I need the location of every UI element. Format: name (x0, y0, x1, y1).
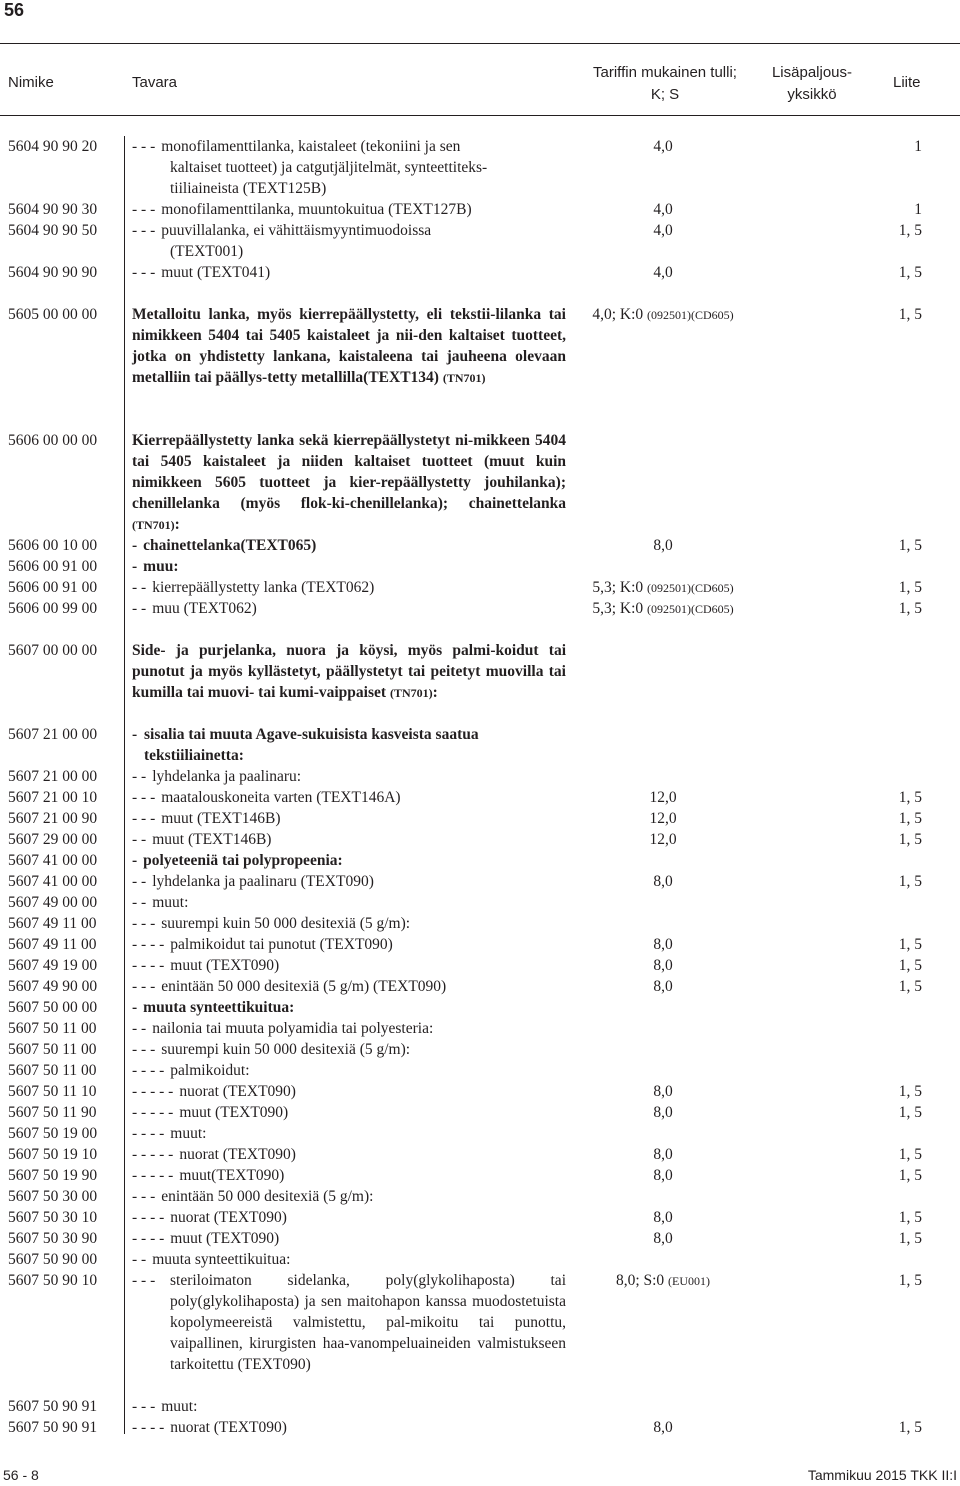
liite-cell: 1, 5 (898, 873, 922, 890)
tariff-rate: 8,0 (653, 1419, 673, 1436)
description-line: tiiliaineista (TEXT125B) (170, 180, 327, 197)
tariff-note: (092501)(CD605) (647, 308, 734, 322)
tariff-cell (570, 535, 756, 556)
description (132, 136, 566, 157)
indent-dash: - - - - - (132, 1104, 174, 1121)
tariff-cell (570, 1228, 756, 1249)
tariff-rate: 8,0 (653, 873, 673, 890)
item-code: 5605 00 00 00 (8, 306, 98, 323)
description: - - - maatalouskoneita varten (TEXT146A) (132, 789, 401, 806)
tariff-cell (570, 136, 756, 157)
indent-dash: - (132, 537, 138, 554)
indent-dash: - - - - - (132, 1146, 174, 1163)
indent-dash: - - - (132, 222, 156, 239)
description-line: muut (TEXT041) (161, 264, 271, 281)
description: - - muut: (132, 894, 189, 911)
description: - - muuta synteettikuitua: (132, 1251, 291, 1268)
item-code: 5607 49 11 00 (8, 936, 97, 953)
indent-dash: - (132, 726, 138, 743)
indent-dash: - - (132, 600, 147, 617)
item-code: 5604 90 90 20 (8, 138, 98, 155)
liite-cell: 1, 5 (898, 264, 922, 281)
item-code: 5607 50 30 00 (8, 1188, 98, 1205)
column-header-nimike: Nimike (8, 74, 54, 91)
heading-5605: Metalloitu lanka, myös kierrepäällystetty, eli tekstii-lilanka tai nimikkeen 5404 tai 5405 kaistaleet ja nii-den kaltaiset tuotteet, jotka on yhdistetty lankana, kaistaleena tai jauheena olevaan metalliin tai päällys-tetty metallilla(TEXT134) (TN701) (132, 306, 566, 386)
description: - - - suurempi kuin 50 000 desitexiä (5 g/m): (132, 915, 411, 932)
indent-dash: - - - (132, 138, 156, 155)
item-code: 5607 50 11 00 (8, 1020, 97, 1037)
tariff-rate: 4,0 (653, 222, 673, 239)
indent-dash: - - - (132, 789, 156, 806)
indent-dash: - - (132, 768, 147, 785)
description: - chainettelanka(TEXT065) (132, 537, 317, 554)
column-header-tariff: Tariffin mukainen tulli; K; S (593, 64, 737, 103)
description: - - - enintään 50 000 desitexiä (5 g/m): (132, 1188, 374, 1205)
description-line: puuvillalanka, ei vähittäismyyntimuodoissa (161, 222, 432, 239)
liite-cell: 1, 5 (898, 1104, 922, 1121)
indent-dash: - - (132, 831, 147, 848)
tariff-rate: 4,0; K:0 (592, 306, 644, 323)
item-code: 5607 41 00 00 (8, 852, 98, 869)
description: - - muut (TEXT146B) (132, 831, 272, 848)
liite-cell: 1, 5 (898, 600, 922, 617)
item-code: 5607 50 30 10 (8, 1209, 98, 1226)
indent-dash: - - - (132, 264, 156, 281)
indent-dash: - - - (132, 201, 156, 218)
tariff-cell (570, 1081, 756, 1102)
tariff-cell (570, 1144, 756, 1165)
tariff-rate: 8,0 (653, 1230, 673, 1247)
description: - - - - nuorat (TEXT090) (132, 1419, 287, 1436)
description: - - - muut (TEXT146B) (132, 810, 281, 827)
description-line: kaltaiset tuotteet) ja catgutjäljitelmät, synteettiteks- (170, 159, 488, 176)
item-code: 5606 00 00 00 (8, 432, 98, 449)
indent-dash: - - - (132, 810, 156, 827)
tariff-rate: 4,0 (653, 264, 673, 281)
tariff-rate: 8,0 (653, 1146, 673, 1163)
liite-cell: 1, 5 (898, 1230, 922, 1247)
indent-dash: - (132, 999, 138, 1016)
tariff-rate: 8,0 (653, 1104, 673, 1121)
description: - - lyhdelanka ja paalinaru: (132, 768, 302, 785)
liite-cell: 1, 5 (898, 789, 922, 806)
liite-cell: 1, 5 (898, 1146, 922, 1163)
description: - - - - muut (TEXT090) (132, 957, 280, 974)
tariff-rate: 8,0 (653, 1083, 673, 1100)
indent-dash: - - - (132, 978, 156, 995)
column-divider (124, 136, 125, 1434)
tariff-cell (570, 808, 756, 829)
description: - - lyhdelanka ja paalinaru (TEXT090) (132, 873, 374, 890)
item-code: 5604 90 90 30 (8, 201, 98, 218)
tariff-cell (570, 1207, 756, 1228)
indent-dash: - - - (132, 1272, 156, 1289)
tariff-note: (092501)(CD605) (647, 602, 734, 616)
indent-dash: - - (132, 894, 147, 911)
item-code: 5607 50 90 91 (8, 1398, 98, 1415)
indent-dash: - (132, 558, 138, 575)
description: - - - - palmikoidut: (132, 1062, 250, 1079)
indent-dash: - - - (132, 1041, 156, 1058)
tariff-cell (570, 220, 756, 241)
page-number: 56 (4, 0, 25, 20)
item-code: 5607 49 19 00 (8, 957, 98, 974)
tariff-cell (570, 955, 756, 976)
liite-cell: 1, 5 (898, 810, 922, 827)
item-code: 5606 00 91 00 (8, 558, 98, 575)
tariff-cell (570, 199, 756, 220)
item-code: 5607 29 00 00 (8, 831, 98, 848)
item-code: 5607 21 00 90 (8, 810, 98, 827)
description: steriloimaton sidelanka, poly(glykolihaposta) tai poly(glykolihaposta) ja sen maitohapon kanssa muodostetuista kopolymeereistä valmistettu, pal-mikoitu tai punottu, vaipallinen, kirurgisten haa-vanompeluaineiden valmistukseen tarkoitettu (TEXT090) (170, 1272, 566, 1373)
tariff-rate: 8,0 (653, 1167, 673, 1184)
item-code: 5606 00 91 00 (8, 579, 98, 596)
item-code: 5606 00 10 00 (8, 537, 98, 554)
tariff-cell (570, 1417, 756, 1438)
item-code: 5607 50 11 90 (8, 1104, 97, 1121)
header-bottom-rule (0, 115, 960, 116)
item-code: 5607 50 00 00 (8, 999, 98, 1016)
item-code: 5607 21 00 00 (8, 726, 98, 743)
indent-dash: - - (132, 1020, 147, 1037)
item-code: 5604 90 90 50 (8, 222, 98, 239)
tariff-rate: 8,0 (653, 1209, 673, 1226)
description: - muu: (132, 558, 179, 575)
indent-dash: - - - - (132, 1419, 165, 1436)
description: - - kierrepäällystetty lanka (TEXT062) (132, 579, 375, 596)
indent-dash: - - - - (132, 1062, 165, 1079)
tariff-cell (570, 598, 756, 620)
item-code: 5607 50 11 10 (8, 1083, 97, 1100)
indent-dash: - (132, 852, 138, 869)
indent-dash: - - (132, 873, 147, 890)
footer-edition: Tammikuu 2015 TKK II:I (807, 1467, 957, 1483)
liite-cell: 1, 5 (898, 1083, 922, 1100)
item-code: 5607 50 11 00 (8, 1062, 97, 1079)
item-code: 5607 50 19 10 (8, 1146, 98, 1163)
description (132, 199, 566, 220)
tariff-rate: 12,0 (649, 789, 677, 806)
tariff-cell (570, 1270, 756, 1292)
description: - - - suurempi kuin 50 000 desitexiä (5 g/m): (132, 1041, 411, 1058)
column-header-tavara: Tavara (132, 74, 178, 91)
description: - - nailonia tai muuta polyamidia tai polyesteria: (132, 1020, 434, 1037)
item-code: 5607 50 11 00 (8, 1041, 97, 1058)
column-header-liite: Liite (893, 74, 921, 91)
description-line: (TEXT001) (170, 243, 244, 260)
tariff-rate: 8,0 (653, 978, 673, 995)
footer-page-ref: 56 - 8 (3, 1467, 39, 1483)
indent-dash: - - - (132, 1398, 156, 1415)
liite-cell: 1 (914, 201, 922, 218)
tn-note: (TN701) (389, 686, 433, 700)
description: - - - - - nuorat (TEXT090) (132, 1083, 296, 1100)
header-top-rule (0, 43, 960, 44)
description: - - - - muut (TEXT090) (132, 1230, 280, 1247)
description-line: monofilamenttilanka, muuntokuitua (TEXT127B) (161, 201, 472, 218)
tariff-rate: 4,0 (653, 138, 673, 155)
item-code: 5607 50 90 91 (8, 1419, 98, 1436)
tn-note: (TN701) (132, 518, 175, 532)
indent-dash: - - - - (132, 936, 165, 953)
indent-dash: - - - - (132, 1209, 165, 1226)
liite-cell: 1 (914, 138, 922, 155)
item-code: 5607 21 00 00 (8, 768, 98, 785)
tariff-note: (EU001) (668, 1274, 711, 1288)
description: - - - - palmikoidut tai punotut (TEXT090) (132, 936, 393, 953)
liite-cell: 1, 5 (898, 978, 922, 995)
indent-dash: - - (132, 579, 147, 596)
description: - - - muut: (132, 1398, 198, 1415)
item-code: 5607 49 00 00 (8, 894, 98, 911)
tariff-rate: 8,0 (653, 936, 673, 953)
tariff-rate: 8,0; S:0 (615, 1272, 665, 1289)
tariff-rate: 8,0 (653, 957, 673, 974)
tariff-cell (570, 262, 756, 283)
item-code: 5607 50 30 90 (8, 1230, 98, 1247)
tariff-cell (570, 829, 756, 850)
liite-cell: 1, 5 (898, 1272, 922, 1289)
indent-dash: - - - - - (132, 1083, 174, 1100)
tariff-note: (092501)(CD605) (647, 581, 734, 595)
description (132, 220, 566, 241)
tariff-rate: 4,0 (653, 201, 673, 218)
description: - - - - - muut(TEXT090) (132, 1167, 285, 1184)
liite-cell: 1, 5 (898, 831, 922, 848)
item-code: 5604 90 90 90 (8, 264, 98, 281)
liite-cell: 1, 5 (898, 1209, 922, 1226)
liite-cell: 1, 5 (898, 957, 922, 974)
description-line: monofilamenttilanka, kaistaleet (tekoniini ja sen (161, 138, 461, 155)
tariff-cell (570, 976, 756, 997)
indent-dash: - - - - (132, 1230, 165, 1247)
tn-note: (TN701) (442, 371, 486, 385)
item-code: 5607 50 19 00 (8, 1125, 98, 1142)
heading-5606: Kierrepäällystetty lanka sekä kierrepäällystetyt ni-mikkeen 5404 tai 5405 kaistaleet ja niiden kaltaiset tuotteet (muut kuin nimikkeen 5605 tuotteet ja kier-repäällystetty jouhilanka); chenillelanka (myös flok-ki-chenillelanka); chainettelanka (TN701): (132, 432, 566, 533)
indent-dash: - - - - (132, 1125, 165, 1142)
liite-cell: 1, 5 (898, 936, 922, 953)
tariff-rate: 5,3; K:0 (592, 579, 644, 596)
item-code: 5607 50 19 90 (8, 1167, 98, 1184)
tariff-cell (570, 934, 756, 955)
tariff-rate: 8,0 (653, 537, 673, 554)
item-code: 5607 49 11 00 (8, 915, 97, 932)
tariff-rate: 12,0 (649, 831, 677, 848)
indent-dash: - - - (132, 915, 156, 932)
tariff-rate: 5,3; K:0 (592, 600, 644, 617)
description: - - - - nuorat (TEXT090) (132, 1209, 287, 1226)
item-code: 5606 00 99 00 (8, 600, 98, 617)
item-code: 5607 50 90 00 (8, 1251, 98, 1268)
item-code: 5607 49 90 00 (8, 978, 98, 995)
description: - - - - - muut (TEXT090) (132, 1104, 289, 1121)
item-code: 5607 00 00 00 (8, 642, 98, 659)
liite-cell: 1, 5 (898, 1419, 922, 1436)
description: - - - - - nuorat (TEXT090) (132, 1146, 296, 1163)
liite-cell: 1, 5 (898, 1167, 922, 1184)
liite-cell: 1, 5 (898, 537, 922, 554)
indent-dash: - - - - - (132, 1167, 174, 1184)
item-code: 5607 50 90 10 (8, 1272, 98, 1289)
liite-cell: 1, 5 (898, 306, 922, 323)
item-code: 5607 41 00 00 (8, 873, 98, 890)
tariff-cell (570, 577, 756, 599)
description (132, 262, 566, 283)
heading-5607: Side- ja purjelanka, nuora ja köysi, myös palmi-koidut tai punotut ja myös kyllästetyt, päällystetyt tai peitetyt muovilla tai kumilla tai muovi- tai kumi-vaippaiset (TN701): (132, 642, 566, 701)
indent-dash: - - - (132, 1188, 156, 1205)
indent-dash: - - - - (132, 957, 165, 974)
tariff-cell (570, 304, 756, 326)
description: - - - - muut: (132, 1125, 207, 1142)
description: - - muu (TEXT062) (132, 600, 257, 617)
tariff-cell (570, 871, 756, 892)
tariff-cell (570, 1165, 756, 1186)
indent-dash: - - (132, 1251, 147, 1268)
description: - muuta synteettikuitua: (132, 999, 295, 1016)
item-code: 5607 21 00 10 (8, 789, 98, 806)
tariff-rate: 12,0 (649, 810, 677, 827)
tariff-cell (570, 787, 756, 808)
liite-cell: 1, 5 (898, 579, 922, 596)
description: - - - enintään 50 000 desitexiä (5 g/m) (TEXT090) (132, 978, 447, 995)
liite-cell: 1, 5 (898, 222, 922, 239)
description: sisalia tai muuta Agave-sukuisista kasveista saatua tekstiiliainetta: (144, 726, 479, 764)
description: - polyeteeniä tai polypropeenia: (132, 852, 343, 869)
column-header-unit: Lisäpaljous- yksikkö (771, 64, 853, 103)
tariff-cell (570, 1102, 756, 1123)
